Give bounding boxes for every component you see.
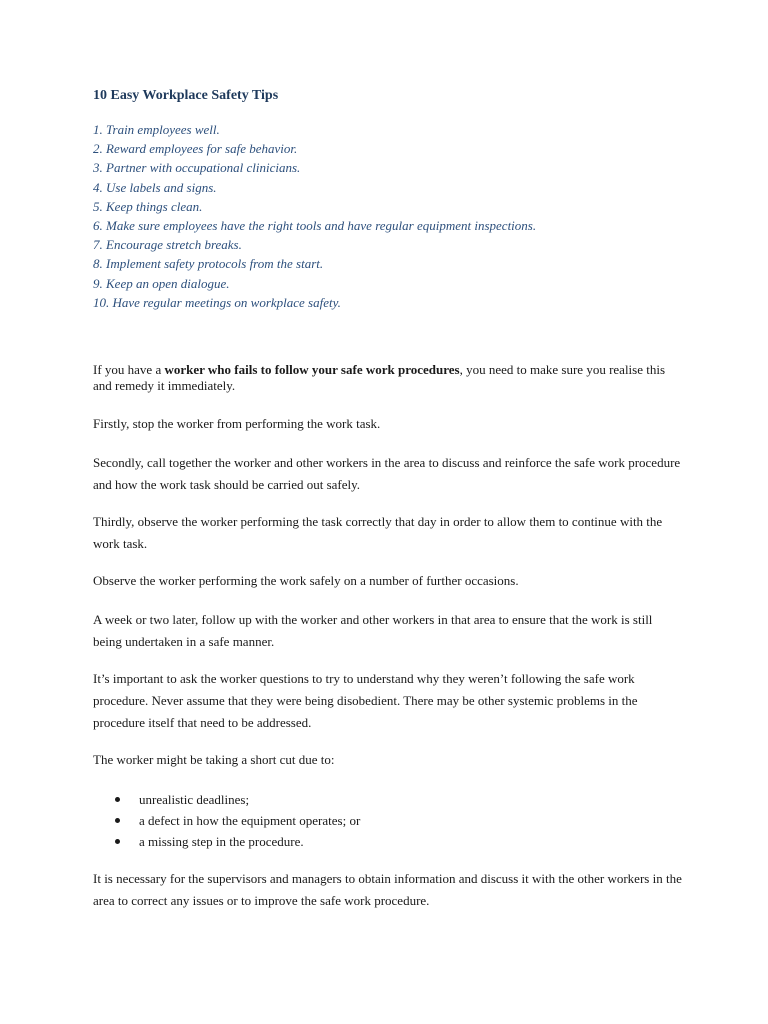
intro-text-after: , you need to make sure you realise this and remedy it immediately. — [93, 362, 666, 393]
list-item: a defect in how the equipment operates; or — [93, 810, 360, 831]
list-item: a missing step in the procedure. — [93, 831, 360, 852]
tip-item: 2. Reward employees for safe behavior. — [93, 141, 298, 157]
safety-tips-list — [93, 120, 536, 312]
tip-item: 3. Partner with occupational clinicians. — [93, 160, 301, 176]
paragraph-ask-questions: It’s important to ask the worker questions to try to understand why they weren’t following the safe work procedure. Never assume that they were being disobedient. There may be other systemic problems in the procedure itself that need to be addressed. — [93, 671, 638, 730]
tip-item: 6. Make sure employees have the right tools and have regular equipment inspections. — [93, 218, 537, 234]
paragraph-follow-up: A week or two later, follow up with the worker and other workers in that area to ensure that the work is still being undertaken in a safe manner. — [93, 612, 653, 649]
list-item: unrealistic deadlines; — [93, 789, 360, 810]
bullet-icon — [115, 839, 120, 844]
intro-text-before: If you have a — [93, 362, 165, 377]
tip-item: 1. Train employees well. — [93, 122, 220, 137]
paragraph-firstly: Firstly, stop the worker from performing the work task. — [93, 416, 381, 431]
bullet-icon — [115, 818, 120, 823]
short-cut-reasons-list — [93, 789, 360, 852]
document-title: 10 Easy Workplace Safety Tips — [93, 88, 279, 103]
intro-paragraph — [93, 362, 683, 394]
tip-item: 7. Encourage stretch breaks. — [93, 237, 242, 253]
tip-item: 4. Use labels and signs. — [93, 179, 217, 195]
paragraph-short-cut: The worker might be taking a short cut due to: — [93, 752, 335, 767]
closing-paragraph: It is necessary for the supervisors and managers to obtain information and discuss it with the other workers in the area to correct any issues or to improve the safe work procedure. — [93, 871, 682, 908]
paragraph-secondly: Secondly, call together the worker and other workers in the area to discuss and reinforce the safe work procedure and how the work task should be carried out safely. — [93, 455, 681, 492]
tip-item: 9. Keep an open dialogue. — [93, 275, 230, 291]
intro-bold-phrase: worker who fails to follow your safe work procedures — [164, 362, 460, 377]
paragraph-observe: Observe the worker performing the work safely on a number of further occasions. — [93, 573, 519, 588]
tip-item: 10. Have regular meetings on workplace safety. — [93, 294, 341, 310]
tip-item: 5. Keep things clean. — [93, 198, 203, 214]
bullet-icon — [115, 797, 120, 802]
paragraph-thirdly: Thirdly, observe the worker performing the task correctly that day in order to allow them to continue with the work task. — [93, 514, 663, 551]
tip-item: 8. Implement safety protocols from the start. — [93, 256, 324, 272]
